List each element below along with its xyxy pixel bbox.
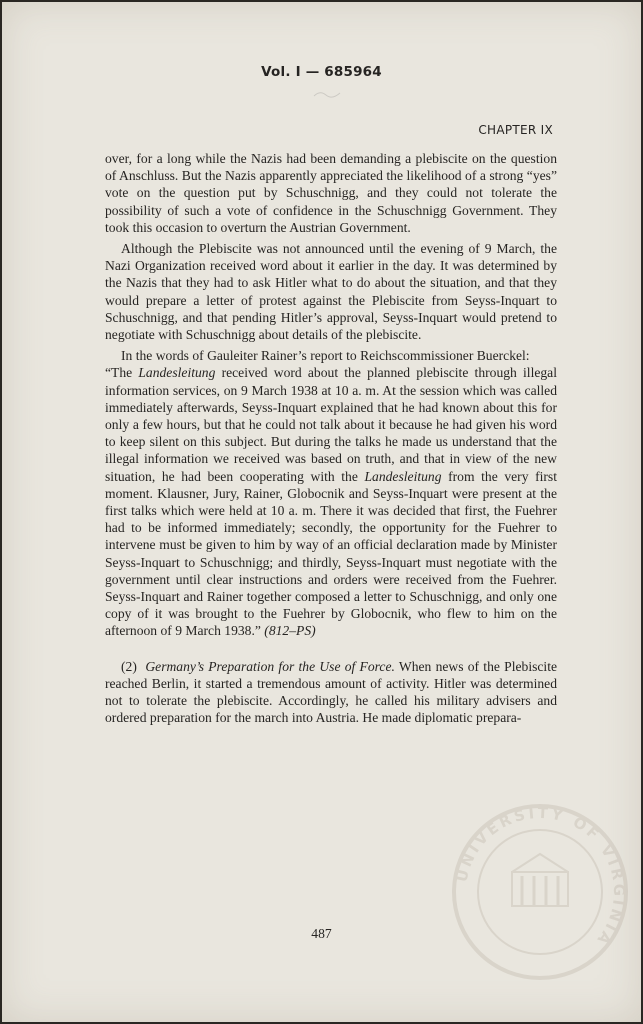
quote-citation: (812–PS) — [264, 623, 316, 639]
quote-part-a: received word about the planned plebiscite through illegal information services, on 9 March 1938 at 10 a. m. At the session which was called immediately afterwards, Seyss-Inquart explained that he had known about this for only a few hours, but that he could not talk about it because he had given his word to keep silent on this subject. But during the talks he made us understand that the illegal information we received was based on truth, and that in view of the new situation, he had been cooperating with the — [105, 365, 557, 484]
svg-text:UNIVERSITY OF VIRGINIA: UNIVERSITY OF VIRGINIA — [452, 803, 629, 951]
quote-landesleitung-1: Landesleitung — [138, 365, 216, 381]
section-text: When news of the Plebiscite reached Berlin, it started a tremendous amount of activity. Hitler was determined not to tolerate the plebiscite. Accordingly, he called his military advisers and ordered preparation for the march into Austria. He made diplomatic prepara- — [105, 658, 558, 726]
paragraph-continued: over, for a long while the Nazis had been demanding a plebiscite on the question of Anschluss. But the Nazis apparently appreciated the likelihood of a strong “yes” vote on the question put by Schuschnigg, and they could not tolerate the possibility of such a vote of confidence in the Schuschnigg Government. They took this occasion to overturn the Austrian Government. — [105, 151, 557, 235]
volume-header: Vol. I — 685964 — [261, 64, 382, 80]
university-seal-icon — [450, 802, 630, 982]
chapter-heading: CHAPTER IX — [478, 123, 553, 137]
section-title: Germany’s Preparation for the Use of Force. — [145, 658, 395, 674]
quote-open: “The — [105, 365, 139, 381]
page-number: 487 — [311, 926, 332, 941]
quote-part-b: from the very first moment. Klausner, Jury, Rainer, Globocnik and Seyss-Inquart were present at the first talks which were held at 10 a. m. There it was decided that first, the Fuehrer had to be informed immediately; secondly, the opportunity for the Fuehrer to intervene must be given to him by way of an official declaration made by Minister Seyss-Inquart to Schuschnigg; and thirdly, Seyss-Inquart must negotiate with the government until clear instructions and orders were received from the Fuehrer. Seyss-Inquart and Rainer together composed a letter to Schuschnigg, and only one copy of it was brought to the Fuehrer by Globocnik, who flew to him on the afternoon of 9 March 1938.” — [105, 468, 557, 639]
pencil-mark-icon — [312, 88, 342, 100]
paragraph-rainer-intro: In the words of Gauleiter Rainer’s report to Reichscommissioner Buerckel: — [121, 348, 530, 364]
document-body — [105, 150, 557, 727]
paragraph-plebiscite: Although the Plebiscite was not announced until the evening of 9 March, the Nazi Organization received word about it earlier in the day. It was determined by the Nazis that they had to ask Hitler what to do about the situation, and that they would prepare a letter of protest against the Plebiscite from Seyss-Inquart to Schuschnigg, and that pending Hitler’s approval, Seyss-Inquart would pretend to negotiate with Schuschnigg about details of the plebiscite. — [105, 241, 557, 343]
quote-landesleitung-2: Landesleitung — [364, 468, 442, 484]
document-page — [2, 2, 641, 1022]
section-number: (2) — [121, 658, 137, 674]
block-quote — [105, 364, 557, 639]
section-paragraph — [105, 658, 557, 727]
